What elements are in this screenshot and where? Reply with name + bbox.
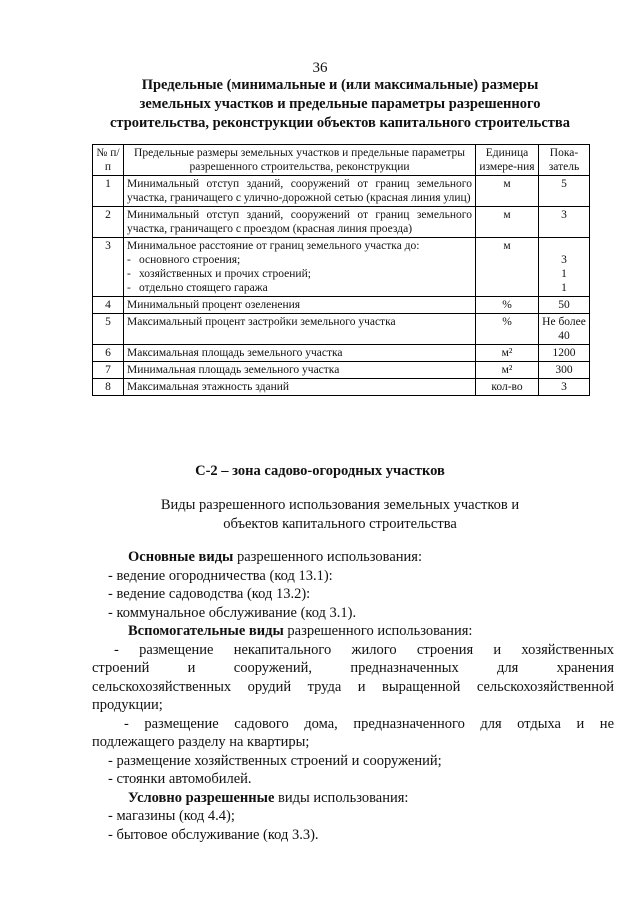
main-uses-label-bold: Основные виды — [128, 549, 234, 565]
row-unit: м — [476, 176, 539, 207]
table-row — [93, 238, 590, 297]
aux-uses-label-bold: Вспомогательные виды — [128, 623, 284, 639]
uses-title-line: объектов капитального строительства — [223, 516, 457, 532]
list-item-continued: сельскохозяйственных орудий труда и выращенной сельскохозяйственной — [92, 678, 614, 695]
main-uses-label — [108, 548, 596, 567]
sublist-item: - отдельно стоящего гаража — [127, 281, 472, 295]
header-desc: Предельные размеры земельных участков и предельные параметры разрешенного строительства, реконструкции — [124, 145, 476, 176]
list-item: - бытовое обслуживание (код 3.3). — [108, 826, 319, 843]
list-item: - коммунальное обслуживание (код 3.1). — [108, 604, 357, 621]
row-unit: м² — [476, 345, 539, 362]
limits-table — [92, 144, 590, 396]
row-desc: Минимальный отступ зданий, сооружений от границ земельного участка, граничащего с проездом (красная линия проезда) — [124, 207, 476, 238]
list-item-continued: подлежащего разделу на квартиры; — [92, 734, 310, 750]
permitted-uses — [92, 548, 614, 844]
row-val: 3 — [539, 207, 590, 238]
row-num: 1 — [93, 176, 124, 207]
row-num: 6 — [93, 345, 124, 362]
row-desc: Максимальная площадь земельного участка — [124, 345, 476, 362]
row-val: 1200 — [539, 345, 590, 362]
sublist-item: - хозяйственных и прочих строений; — [127, 267, 472, 281]
row-unit: кол-во — [476, 379, 539, 396]
conditional-uses-label-rest: виды использования: — [274, 789, 409, 806]
row-desc-text: Минимальное расстояние от границ земельного участка до: — [127, 240, 420, 252]
header-num: № п/п — [93, 145, 124, 176]
table-row — [93, 297, 590, 314]
list-item: - размещение хозяйственных строений и сооружений; — [108, 752, 442, 769]
row-val: 3 — [539, 379, 590, 396]
header-unit: Единица измере-ния — [476, 145, 539, 176]
sublist-item: - основного строения; — [127, 253, 472, 267]
row-num: 8 — [93, 379, 124, 396]
row-num: 2 — [93, 207, 124, 238]
row-val: 300 — [539, 362, 590, 379]
row-unit: м — [476, 238, 539, 297]
row-val: 5 — [539, 176, 590, 207]
list-item: - размещение садового дома, предназначенного для отдыха и не — [124, 715, 614, 732]
row-num: 7 — [93, 362, 124, 379]
aux-uses-label — [108, 622, 596, 641]
conditional-uses-label-bold: Условно разрешенные — [128, 789, 275, 806]
row-desc: Минимальная площадь земельного участка — [124, 362, 476, 379]
uses-title — [100, 496, 580, 534]
list-item: - ведение садоводства (код 13.2): — [108, 586, 311, 602]
row-subval: 1 — [561, 268, 567, 280]
row-desc: Максимальная этажность зданий — [124, 379, 476, 396]
row-num: 5 — [93, 314, 124, 345]
table-row — [93, 176, 590, 207]
table-row — [93, 207, 590, 238]
list-item: - стоянки автомобилей. — [108, 771, 252, 787]
row-desc: Максимальный процент застройки земельного участка — [124, 314, 476, 345]
row-num: 4 — [93, 297, 124, 314]
row-unit: м — [476, 207, 539, 238]
row-unit: м² — [476, 362, 539, 379]
row-unit: % — [476, 297, 539, 314]
main-uses-label-rest: разрешенного использования: — [233, 549, 422, 565]
list-item-continued: продукции; — [92, 697, 163, 713]
row-num: 3 — [93, 238, 124, 297]
conditional-uses-label — [108, 789, 596, 808]
aux-uses-label-rest: разрешенного использования: — [283, 623, 473, 639]
table-row — [93, 379, 590, 396]
row-desc: Минимальный отступ зданий, сооружений от границ земельного участка, граничащего с улично-дорожной сетью (красная линия улиц) — [124, 176, 476, 207]
table-row — [93, 362, 590, 379]
list-item: - размещение некапитального жилого строения и хозяйственных — [114, 641, 614, 658]
table-row — [93, 314, 590, 345]
page-number: 36 — [312, 60, 328, 76]
list-item: - магазины (код 4.4); — [108, 808, 235, 824]
row-desc: Минимальный процент озеленения — [124, 297, 476, 314]
row-desc — [124, 238, 476, 297]
row-val: Не более 40 — [539, 314, 590, 345]
uses-title-line: Виды разрешенного использования земельных участков и — [160, 497, 520, 513]
table-header-row — [93, 145, 590, 176]
list-item-continued: строений и сооружений, предназначенных для хранения — [92, 660, 614, 676]
row-val: 50 — [539, 297, 590, 314]
list-item: - ведение огородничества (код 13.1): — [108, 567, 333, 584]
heading-line: земельных участков и предельные параметры разрешенного — [139, 96, 541, 112]
row-unit: % — [476, 314, 539, 345]
row-subval: 1 — [561, 282, 567, 294]
heading-line: Предельные (минимальные и (или максимальные) размеры — [141, 77, 539, 93]
heading-line: строительства, реконструкции объектов капитального строительства — [110, 115, 570, 131]
document-heading — [90, 76, 590, 133]
distance-sublist — [127, 253, 472, 295]
row-val — [539, 238, 590, 297]
row-subval: 3 — [561, 254, 567, 266]
table-row — [93, 345, 590, 362]
zone-title: С-2 – зона садово-огородных участков — [195, 463, 445, 479]
header-val: Пока-затель — [539, 145, 590, 176]
